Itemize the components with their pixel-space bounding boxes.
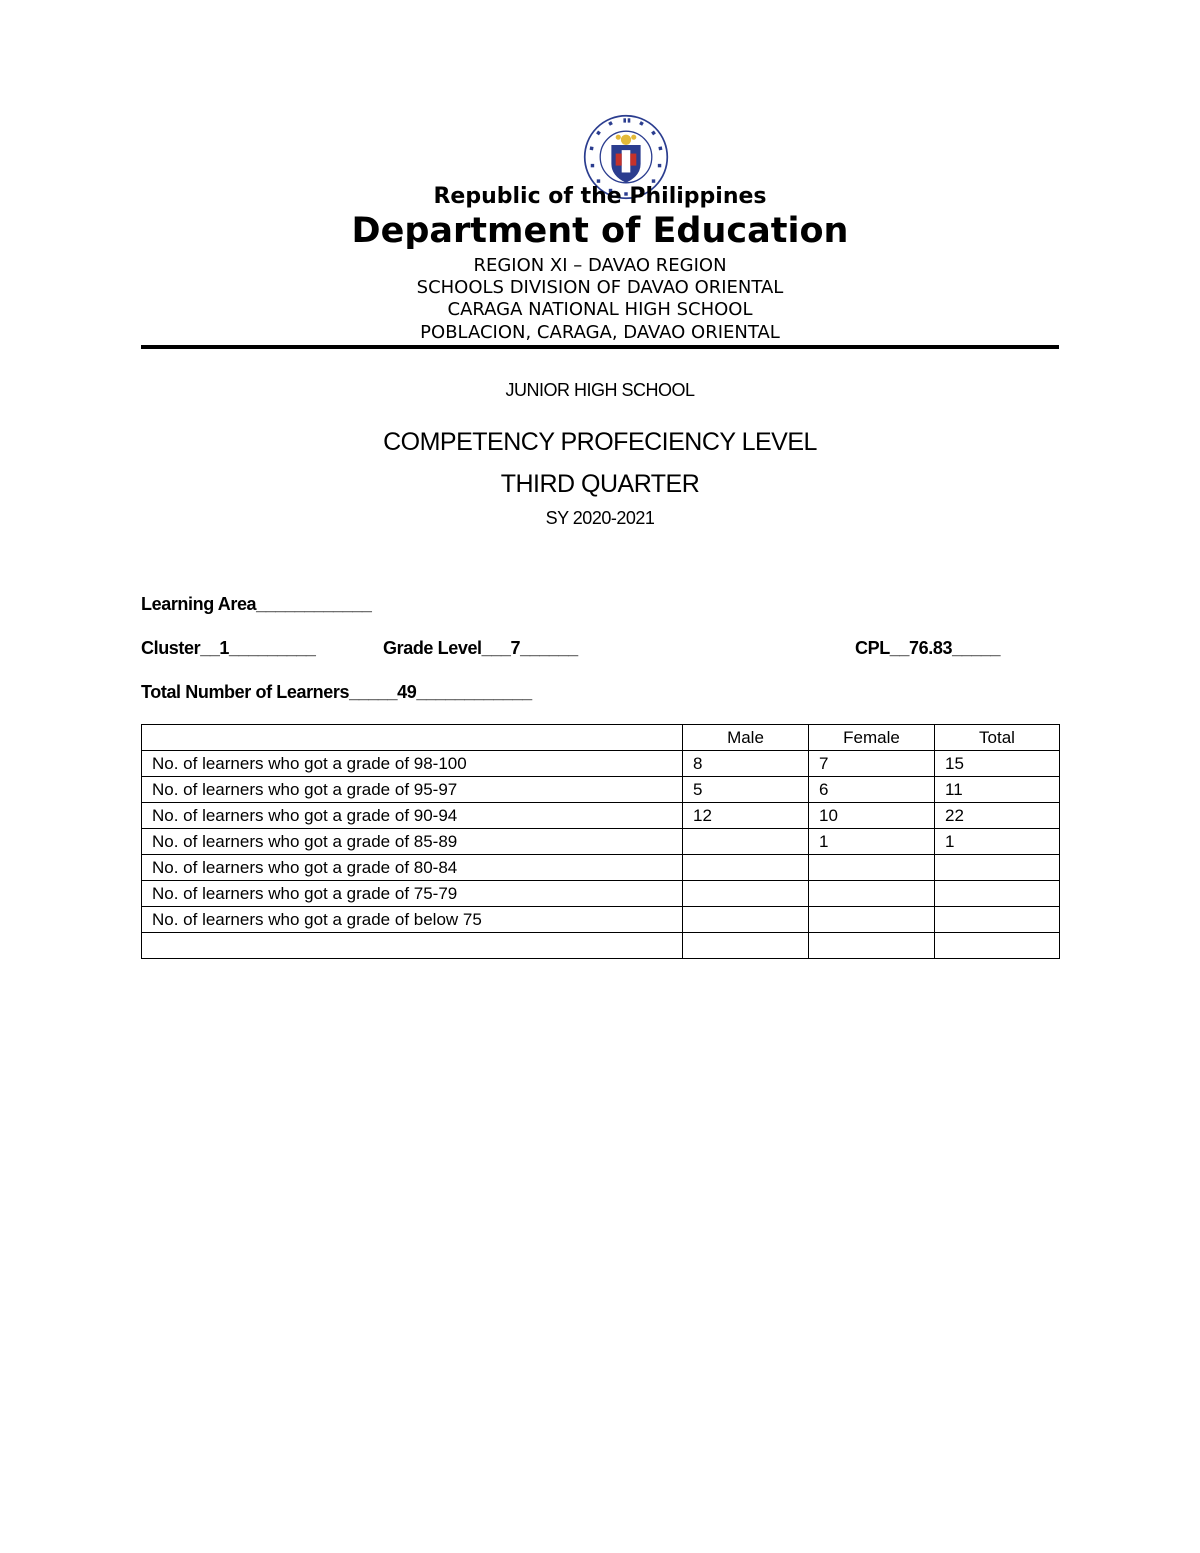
cell-female: [809, 855, 935, 881]
cell-male: [683, 933, 809, 959]
report-title: COMPETENCY PROFECIENCY LEVEL: [383, 428, 817, 456]
header-cell-female: Female: [809, 725, 935, 751]
cell-total: [935, 881, 1060, 907]
table-row: [142, 803, 1060, 829]
header-republic: Republic of the Philippines: [433, 184, 767, 209]
cell-total: [935, 933, 1060, 959]
row-label: [142, 933, 683, 959]
cpl-field: CPL__76.83_____: [855, 638, 1001, 658]
cluster-field: Cluster__1_________: [141, 638, 316, 658]
cell-female: 1: [809, 829, 935, 855]
header-department: Department of Education: [351, 211, 849, 251]
cell-female: [809, 881, 935, 907]
grade-distribution-table: [141, 724, 1060, 959]
header-cell-blank: [142, 725, 683, 751]
cell-female: 6: [809, 777, 935, 803]
cell-total: [935, 855, 1060, 881]
row-label: No. of learners who got a grade of 85-89: [142, 829, 683, 855]
row-label: No. of learners who got a grade of 75-79: [142, 881, 683, 907]
table-row: [142, 855, 1060, 881]
cell-female: [809, 907, 935, 933]
cell-total: 15: [935, 751, 1060, 777]
cell-male: [683, 855, 809, 881]
cell-male: [683, 881, 809, 907]
row-label: No. of learners who got a grade of 90-94: [142, 803, 683, 829]
cell-female: 7: [809, 751, 935, 777]
table-row: [142, 881, 1060, 907]
row-label: No. of learners who got a grade of 95-97: [142, 777, 683, 803]
row-label: No. of learners who got a grade of below 75: [142, 907, 683, 933]
cell-female: 10: [809, 803, 935, 829]
cell-male: [683, 907, 809, 933]
quarter-title: THIRD QUARTER: [500, 470, 700, 498]
header-school: CARAGA NATIONAL HIGH SCHOOL: [447, 299, 753, 320]
cell-total: [935, 907, 1060, 933]
school-year: SY 2020-2021: [545, 508, 655, 528]
cell-male: [683, 829, 809, 855]
row-label: No. of learners who got a grade of 80-84: [142, 855, 683, 881]
table-row: [142, 907, 1060, 933]
level-title: JUNIOR HIGH SCHOOL: [505, 380, 695, 400]
grade-level-field: Grade Level___7______: [383, 638, 578, 658]
table-row: [142, 751, 1060, 777]
header-divider: [141, 345, 1059, 349]
header-address: POBLACION, CARAGA, DAVAO ORIENTAL: [420, 322, 780, 343]
header-division: SCHOOLS DIVISION OF DAVAO ORIENTAL: [416, 277, 784, 298]
cell-male: 5: [683, 777, 809, 803]
total-learners-field: Total Number of Learners_____49____________: [141, 682, 532, 702]
header-cell-total: Total: [935, 725, 1060, 751]
header-cell-male: Male: [683, 725, 809, 751]
header-region: REGION XI – DAVAO REGION: [473, 255, 727, 276]
table-row: [142, 829, 1060, 855]
cell-male: 8: [683, 751, 809, 777]
learning-area-field: Learning Area____________: [141, 594, 372, 614]
cell-total: 11: [935, 777, 1060, 803]
cell-total: 1: [935, 829, 1060, 855]
table-header-row: [142, 725, 1060, 751]
table-row: [142, 777, 1060, 803]
cell-male: 12: [683, 803, 809, 829]
row-label: No. of learners who got a grade of 98-100: [142, 751, 683, 777]
cell-female: [809, 933, 935, 959]
table-row: [142, 933, 1060, 959]
cell-total: 22: [935, 803, 1060, 829]
